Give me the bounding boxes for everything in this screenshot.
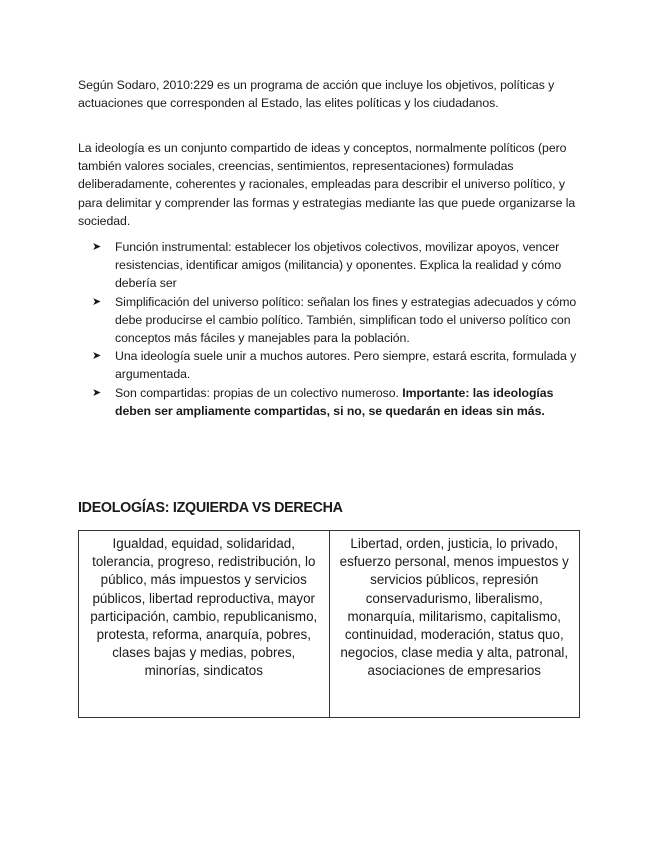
list-item bbox=[92, 384, 582, 420]
bullet-bold-text: Importante: las ideologías deben ser ampliamente compartidas, si no, se quedarán en ideas sin más. bbox=[115, 385, 554, 418]
paragraph-definition-policy: Según Sodaro, 2010:229 es un programa de acción que incluye los objetivos, políticas y actuaciones que corresponden al Estado, las elites políticas y los ciudadanos. bbox=[78, 78, 555, 111]
comparison-table bbox=[78, 530, 580, 718]
bullet-list bbox=[92, 238, 582, 420]
arrowhead-icon: ➤ bbox=[92, 294, 102, 308]
arrowhead-icon: ➤ bbox=[92, 385, 102, 399]
list-item bbox=[92, 238, 582, 293]
bullet-text: Simplificación del universo político: señalan los fines y estrategias adecuados y cómo debe producirse el cambio político. También, simplifican todo el universo político con conceptos más fáciles y manejables para la población. bbox=[115, 294, 577, 346]
list-item bbox=[92, 347, 582, 383]
section-title: IDEOLOGÍAS: IZQUIERDA VS DERECHA bbox=[78, 500, 343, 516]
arrowhead-icon: ➤ bbox=[92, 349, 102, 363]
bullet-text: Una ideología suele unir a muchos autores. Pero siempre, estará escrita, formulada y argumentada. bbox=[115, 349, 577, 382]
paragraph-definition-ideology: La ideología es un conjunto compartido de ideas y conceptos, normalmente políticos (pero también valores sociales, creencias, sentimientos, representaciones) formuladas deliberadamente, coherentes y racionales, empleadas para describir el universo político, y para delimitar y comprender las formas y estrategias mediante las que puede organizarse la sociedad. bbox=[78, 141, 576, 228]
arrowhead-icon: ➤ bbox=[92, 240, 102, 253]
table-row bbox=[79, 531, 580, 718]
left-column-cell: Igualdad, equidad, solidaridad, tolerancia, progreso, redistribución, lo público, más impuestos y servicios públicos, libertad reproductiva, mayor participación, cambio, republicanismo, protesta, reforma, anarquía, pobres, clases bajas y medias, pobres, minorías, sindicatos bbox=[79, 531, 330, 718]
list-item bbox=[92, 293, 582, 348]
right-column-cell: Libertad, orden, justicia, lo privado, esfuerzo personal, menos impuestos y servicios públicos, represión conservadurismo, liberalismo, monarquía, militarismo, capitalismo, continuidad, moderación, status quo, negocios, clase media y alta, patronal, asociaciones de empresarios bbox=[329, 531, 580, 718]
bullet-text: Son compartidas: propias de un colectivo numeroso. bbox=[115, 385, 403, 400]
bullet-text: Función instrumental: establecer los objetivos colectivos, movilizar apoyos, vencer resistencias, identificar amigos (militancia) y oponentes. Explica la realidad y cómo debería ser bbox=[115, 240, 562, 291]
